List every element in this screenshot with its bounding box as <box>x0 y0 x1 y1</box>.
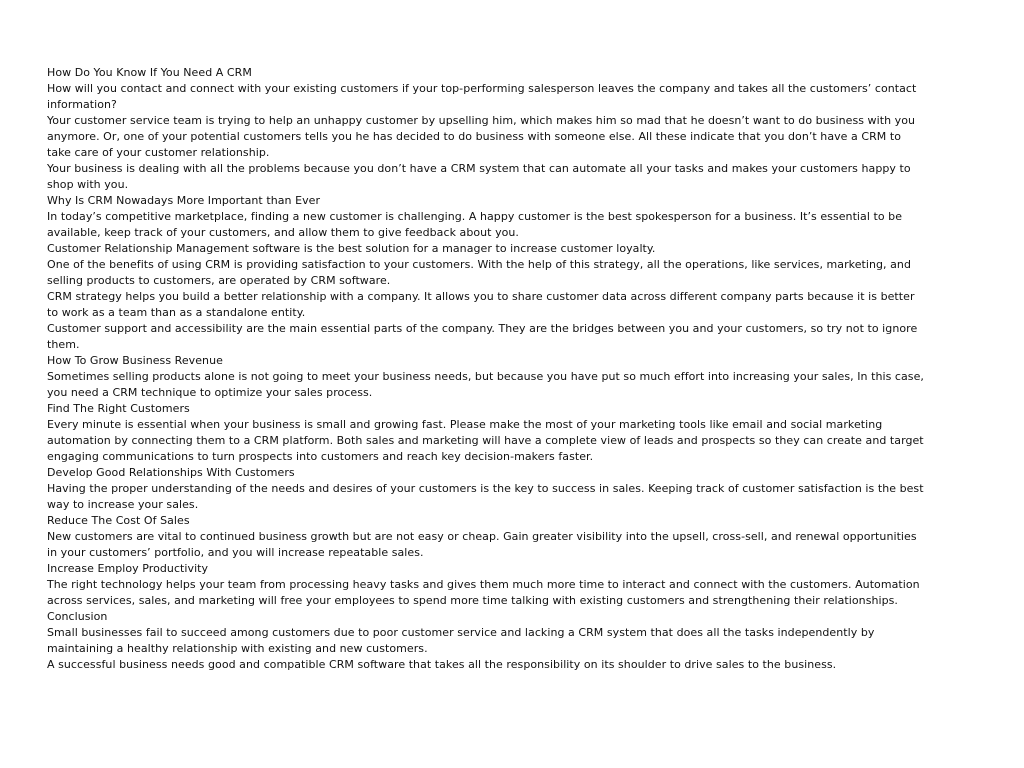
paragraph: Your business is dealing with all the problems because you don’t have a CRM system that can automate all your tasks and makes your customers happy to shop with you. <box>47 162 911 191</box>
paragraph: Customer Relationship Management software is the best solution for a manager to increase customer loyalty. <box>47 242 656 255</box>
paragraph: Having the proper understanding of the needs and desires of your customers is the key to success in sales. Keeping track of customer satisfaction is the best way to increase your sales. <box>47 482 924 511</box>
section-heading: Conclusion <box>47 610 108 623</box>
paragraph: Your customer service team is trying to help an unhappy customer by upselling him, which makes him so mad that he doesn’t want to do business with you anymore. Or, one of your potential customers tells you he has decided to do business with someone else. All these indicate that you don’t have a CRM to take care of your customer relationship. <box>47 114 915 159</box>
section-heading: Increase Employ Productivity <box>47 562 209 575</box>
paragraph: The right technology helps your team from processing heavy tasks and gives them much more time to interact and connect with the customers. Automation across services, sales, and marketing will free your employees to spend more time talking with existing customers and strengthening their relationships. <box>47 578 920 607</box>
document-body <box>47 65 927 673</box>
section-heading: How Do You Know If You Need A CRM <box>47 66 252 79</box>
paragraph: Customer support and accessibility are the main essential parts of the company. They are the bridges between you and your customers, so try not to ignore them. <box>47 322 918 351</box>
paragraph: How will you contact and connect with your existing customers if your top-performing salesperson leaves the company and takes all the customers’ contact information? <box>47 82 917 111</box>
section-heading: Reduce The Cost Of Sales <box>47 514 190 527</box>
paragraph: Small businesses fail to succeed among customers due to poor customer service and lacking a CRM system that does all the tasks independently by maintaining a healthy relationship with existing and new customers. <box>47 626 875 655</box>
section-heading: Why Is CRM Nowadays More Important than Ever <box>47 194 321 207</box>
paragraph: Every minute is essential when your business is small and growing fast. Please make the most of your marketing tools like email and social marketing automation by connecting them to a CRM platform. Both sales and marketing will have a complete view of leads and prospects so they can create and target engaging communications to turn prospects into customers and reach key decision-makers faster. <box>47 418 924 463</box>
section-heading: How To Grow Business Revenue <box>47 354 223 367</box>
section-heading: Develop Good Relationships With Customers <box>47 466 295 479</box>
paragraph: In today’s competitive marketplace, finding a new customer is challenging. A happy customer is the best spokesperson for a business. It’s essential to be available, keep track of your customers, and allow them to give feedback about you. <box>47 210 903 239</box>
paragraph: New customers are vital to continued business growth but are not easy or cheap. Gain greater visibility into the upsell, cross-sell, and renewal opportunities in your customers’ portfolio, and you will increase repeatable sales. <box>47 530 917 559</box>
paragraph: A successful business needs good and compatible CRM software that takes all the responsibility on its shoulder to drive sales to the business. <box>47 658 837 671</box>
paragraph: CRM strategy helps you build a better relationship with a company. It allows you to share customer data across different company parts because it is better to work as a team than as a standalone entity. <box>47 290 915 319</box>
paragraph: One of the benefits of using CRM is providing satisfaction to your customers. With the help of this strategy, all the operations, like services, marketing, and selling products to customers, are operated by CRM software. <box>47 258 911 287</box>
paragraph: Sometimes selling products alone is not going to meet your business needs, but because you have put so much effort into increasing your sales, In this case, you need a CRM technique to optimize your sales process. <box>47 370 924 399</box>
section-heading: Find The Right Customers <box>47 402 190 415</box>
